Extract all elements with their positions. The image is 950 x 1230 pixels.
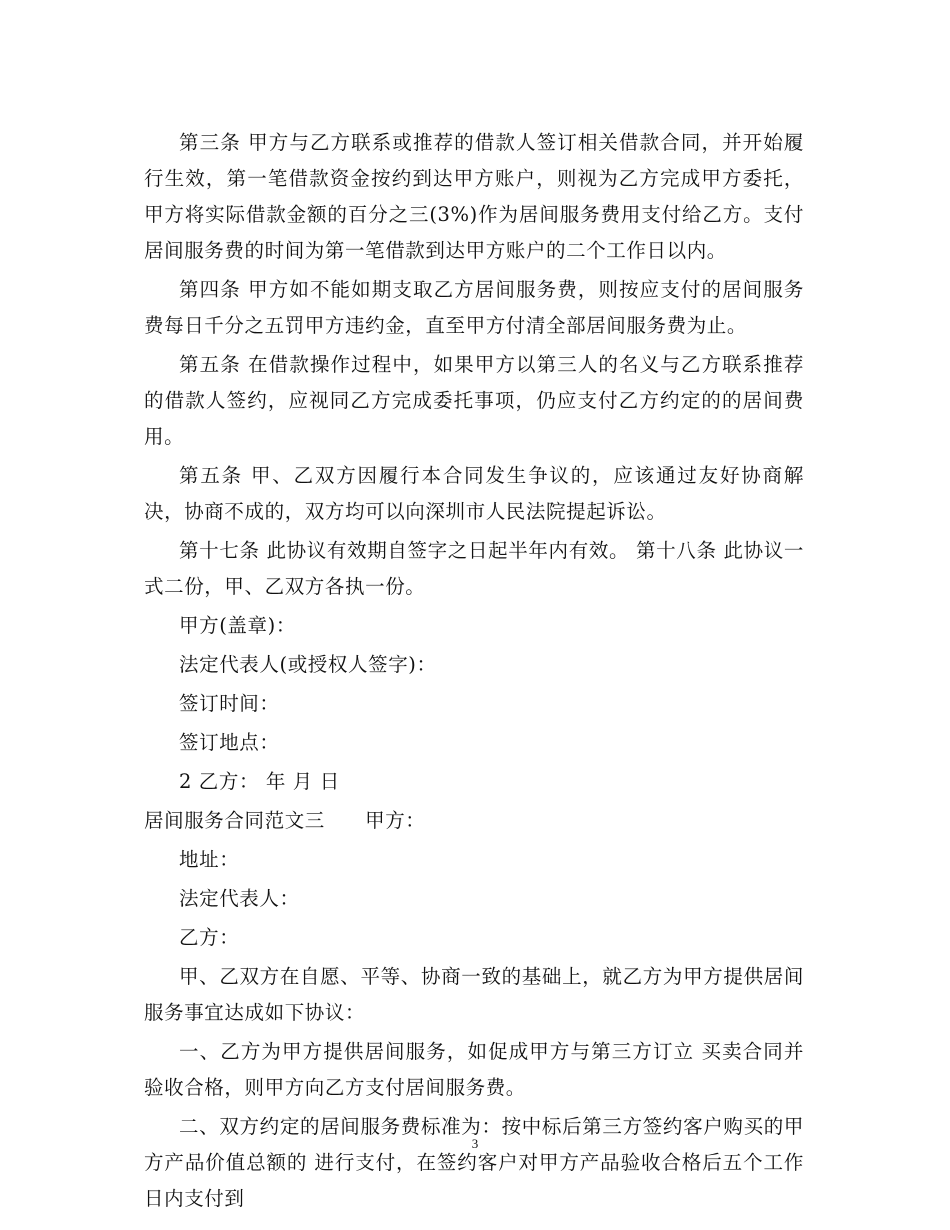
legal-representative-signature-line: 法定代表人(或授权人签字)：: [179, 653, 437, 676]
paragraph-agreement-intro: 甲、乙双方在自愿、平等、协商一致的基础上，就乙方为甲方提供居间服务事宜达成如下协议：: [144, 965, 804, 1024]
paragraph-article-4: 第四条 甲方如不能如期支取乙方居间服务费，则按应支付的居间服务费每日千分之五罚甲方违约金，直至甲方付清全部居间服务费为止。: [144, 278, 804, 337]
legal-representative-line: 法定代表人：: [179, 887, 300, 910]
address-line: 地址：: [179, 848, 240, 871]
paragraph-article-17-18: 第十七条 此协议有效期自签字之日起半年内有效。 第十八条 此协议一式二份，甲、乙双方各执一份。: [144, 539, 804, 598]
page-number: 3: [471, 1136, 479, 1151]
paragraph-clause-2: 二、双方约定的居间服务费标准为：按中标后第三方签约客户购买的甲方产品价值总额的 进行支付，在签约客户对甲方产品验收合格后五个工作日内支付到: [144, 1115, 804, 1210]
paragraph-article-5-dispute: 第五条 甲、乙双方因履行本合同发生争议的，应该通过友好协商解决，协商不成的，双方均可以向深圳市人民法院提起诉讼。: [144, 464, 804, 523]
sample-three-heading: 居间服务合同范文三 甲方：: [144, 809, 426, 832]
signing-place-line: 签订地点：: [179, 731, 280, 754]
paragraph-clause-1: 一、乙方为甲方提供居间服务，如促成甲方与第三方订立 买卖合同并验收合格，则甲方向乙方支付居间服务费。: [144, 1040, 804, 1099]
paragraph-article-5: 第五条 在借款操作过程中，如果甲方以第三人的名义与乙方联系推荐的借款人签约，应视同乙方完成委托事项，仍应支付乙方约定的的居间费用。: [144, 353, 804, 448]
party-b-line: 乙方：: [179, 926, 240, 949]
party-b-date-line: 2 乙方： 年 月 日: [179, 770, 340, 793]
signing-date-line: 签订时间：: [179, 692, 280, 715]
paragraph-article-3: 第三条 甲方与乙方联系或推荐的借款人签订相关借款合同，并开始履行生效，第一笔借款资金按约到达甲方账户，则视为乙方完成甲方委托，甲方将实际借款金额的百分之三(3%)作为居间服务费用支付给乙方。支付居间服务费的时间为第一笔借款到达甲方账户的二个工作日以内。: [144, 131, 804, 262]
party-a-seal-line: 甲方(盖章)：: [179, 614, 296, 637]
document-body: [144, 125, 804, 1220]
